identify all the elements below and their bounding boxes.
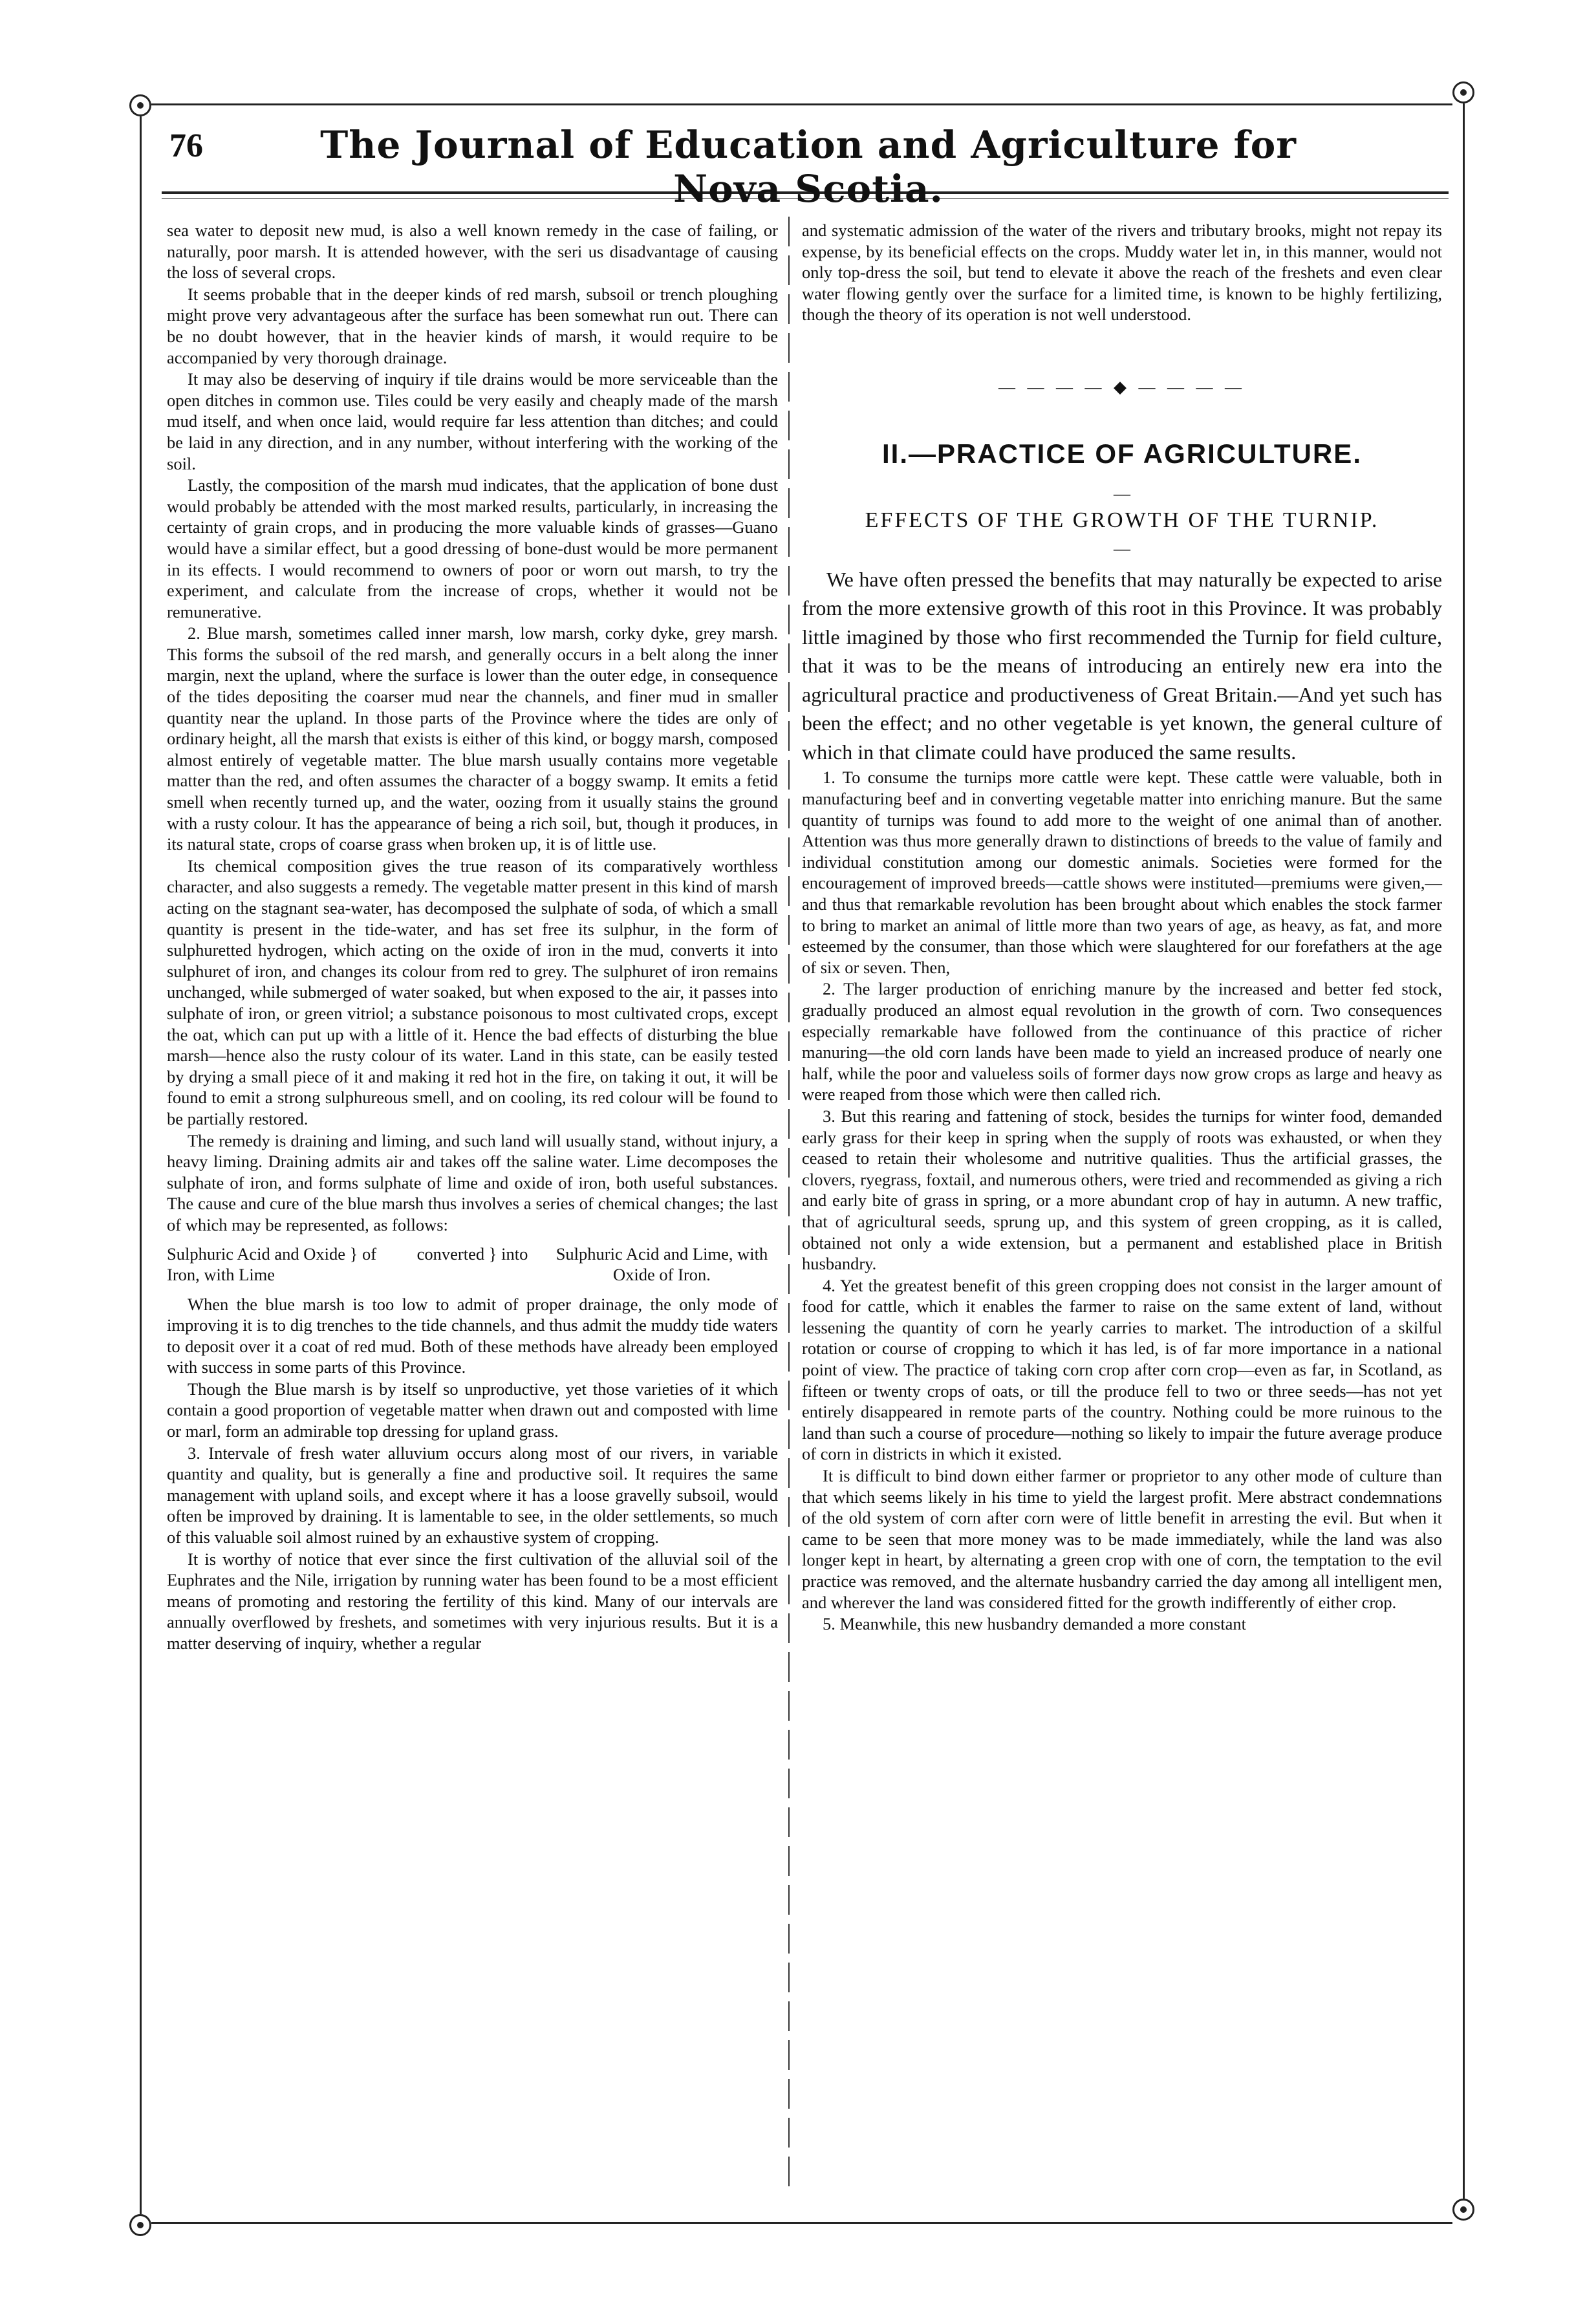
heading-dash: — (1114, 484, 1130, 504)
left-border-rule (140, 116, 142, 2214)
paragraph: Its chemical composition gives the true reason of its comparatively worthless character, and also suggests a remedy. The vegetable matter present in this kind of marsh acting on the stagnant sea-water, has decomposed the sulphate of soda, of which a small quantity is present in the tide-water, and has set free its sulphur, in the form of sulphuretted hydrogen, which acting on the oxide of iron in the mud, converts it into sulphuret of iron, and changes its colour from red to grey. The sulphuret of iron remains unchanged, while submerged of water soaked, but when exposed to the air, it passes into sulphate of iron, or green vitriol; a substance poisonous to most cultivated crops, except the oat, which can put up with a little of it. Hence the bad effects of disturbing the blue marsh—hence also the rusty colour of its water. Land in this state, can be easily tested by drying a small piece of it and making it red hot in the fire, on taking it out, it will be found to emit a strong sulphureous smell, and on cooling, its red colour will be found to be partially restored. (167, 856, 778, 1128)
page-number: 76 (169, 127, 203, 164)
right-border-rule (1463, 103, 1465, 2199)
bottom-border-rule (151, 2222, 1452, 2224)
heading-dash: — (1114, 539, 1130, 559)
paragraph: It is difficult to bind down either farmer or proprietor to any other mode of culture than that which seems likely in his time to yield the largest profit. Mere abstract condemnations of the old system of corn after corn were of little benefit in arresting the evil. But when it came to be seen that more money was to be made immediately, while the land was also longer kept in heart, by alternating a green crop with one of corn, the temptation to the evil practice was removed, and the alternate husbandry carried the day among all intelligent men, and wherever the land was considered fitted for the growth indifferently of either crop. (802, 1466, 1442, 1612)
column-divider (788, 217, 790, 2195)
top-border-rule (151, 103, 1452, 105)
right-column (802, 220, 1442, 1635)
paragraph: It may also be deserving of inquiry if tile drains would be more serviceable than the open ditches in common use. Tiles could be very easily and cheaply made of the marsh mud itself, and when once laid, would require far less attention than ditches; and could be laid in any direction, and in any number, without interfering with the working of the soil. (167, 369, 778, 473)
paragraph: 3. Intervale of fresh water alluvium occurs along most of our rivers, in variable quantity and quality, but is generally a fine and productive soil. It requires the same management with upland soils, and except where it has a loose gravelly subsoil, would often be improved by draining. It is lamentable to see, in the older settlements, so much of this valuable soil almost ruined by an exhaustive system of cropping. (167, 1443, 778, 1547)
paragraph: The remedy is draining and liming, and such land will usually stand, without injury, a heavy liming. Draining admits air and takes off the saline water. Lime decomposes the sulphate of iron, and forms sulphate of lime and oxide of iron, both useful substances. The cause and cure of the blue marsh thus involves a series of chemical changes; the last of which may be represented, as follows: (167, 1130, 778, 1234)
chemical-equation (167, 1244, 778, 1285)
paragraph: It is worthy of notice that ever since the first cultivation of the alluvial soil of the Euphrates and the Nile, irrigation by running water has been found to be a most efficient means of promoting and restoring the fertility of this kind. Many of our intervals are annually overflowed by freshets, and sometimes with very injurious results. But it is a matter deserving of inquiry, whether a regular (167, 1549, 778, 1653)
paragraph: It seems probable that in the deeper kinds of red marsh, subsoil or trench ploughing might prove very advantageous after the surface has been somewhat run out. There can be no doubt however, that in the heavier kinds of marsh, it would require to be accompanied by very thorough drainage. (167, 284, 778, 367)
article-title: EFFECTS OF THE GROWTH OF THE TURNIP. (865, 508, 1379, 532)
section-heading: II.—PRACTICE OF AGRICULTURE. (882, 438, 1362, 469)
paragraph: When the blue marsh is too low to admit of proper drainage, the only mode of improving it is to dig trenches to the tide channels, and thus admit the muddy tide waters to deposit over it a coat of red mud. Both of these methods have already been employed with success in some parts of this Province. (167, 1294, 778, 1377)
paragraph: 2. The larger production of enriching manure by the increased and better fed stock, gradually produced an almost equal revolution in the growth of corn. Two consequences especially remarkable have followed from the continuance of this practice of richer manuring—the old corn lands have been made to yield an increased produce of nearly one half, while the poor and valueless soils of former days now grow crops as large and heavy as were reaped from those which were then called rich. (802, 979, 1442, 1104)
section-separator-ornament: — — — — ◆ — — — — (998, 377, 1246, 396)
running-title: The Journal of Education and Agriculture for Nova Scotia. (320, 123, 1297, 211)
equation-left: Sulphuric Acid and Oxide } of Iron, with Lime (167, 1244, 377, 1284)
paragraph: Though the Blue marsh is by itself so unproductive, yet those varieties of it which contain a good proportion of vegetable matter when drawn out and composted with lime or marl, form an admirable top dressing for upland grass. (167, 1379, 778, 1441)
paragraph: 1. To consume the turnips more cattle were kept. These cattle were valuable, both in manufacturing beef and in converting vegetable matter into enriching manure. But the same quantity of turnips was found to add more to the weight of one animal than of another. Attention was thus more generally drawn to distinctions of breeds to the value of family and individual constitution among our domestic animals. Societies were formed for the encouragement of improved breeds—cattle shows were instituted—premiums were given,—and thus that remarkable revolution has been brought about which enables the stock farmer to bring to market an animal of little more than two years of age, as heavy, as fat, and more esteemed by the consumer, than those which were slaughtered for our forefathers at the age of six or seven. Then, (802, 768, 1442, 977)
equation-middle: converted } into (416, 1244, 528, 1264)
equation-right: Sulphuric Acid and Lime, with Oxide of Iron. (555, 1244, 768, 1284)
paragraph: 5. Meanwhile, this new husbandry demanded a more constant (823, 1614, 1246, 1634)
corner-ornament-icon (1452, 2199, 1474, 2221)
paragraph: and systematic admission of the water of the rivers and tributary brooks, might not repay its expense, by its beneficial effects on the crops. Muddy water let in, in this manner, would not only top-dress the soil, but tend to elevate it above the reach of the freshets and even clear water flowing gently over the surface for a limited time, is known to be highly fertilizing, though the theory of its operation is not well understood. (802, 221, 1442, 325)
paragraph: 4. Yet the greatest benefit of this green cropping does not consist in the larger amount of food for cattle, which it enables the farmer to raise on the same extent of land, without lessening the quantity of corn he yearly carries to market. The introduction of a skilful rotation or course of cropping to which it has led, is of far more importance in a national point of view. The practice of taking corn crop after corn crop—even as far, in Scotland, as fifteen or twenty crops of oats, or till the produce fell to two or three seeds—has not yet entirely disappeared in remote parts of the country. Nothing could be more ruinous to the land than such a course of procedure—nothing so likely to impair the future average produce of corn in districts in which it existed. (802, 1275, 1442, 1464)
paragraph: 3. But this rearing and fattening of stock, besides the turnips for winter food, demanded early grass for their keep in spring when the supply of roots was exhausted, or when they ceased to retain their wholesome and nutritive qualities. Thus the artificial grasses, the clovers, ryegrass, foxtail, and numerous others, were tried and recommended as giving a rich and early bite of grass in spring, or a more abundant crop of hay in autumn. A new traffic, that of agricultural seeds, sprung up, and this system of green cropping, as it is called, obtained not only a wide extension, but a permanent and established place in British husbandry. (802, 1106, 1442, 1274)
corner-ornament-icon (1452, 81, 1474, 103)
paragraph: Lastly, the composition of the marsh mud indicates, that the application of bone dust would probably be attended with the most marked results, particularly, in increasing the certainty of grain crops, and in producing the more valuable kinds of grasses—Guano would have a similar effect, but a good dressing of bone-dust would be more permanent in its effects. I would recommend to owners of poor or worn out marsh, to try the experiment, and calculate from the increase of crops, whether it would not be remunerative. (167, 475, 778, 621)
paragraph: 2. Blue marsh, sometimes called inner marsh, low marsh, corky dyke, grey marsh. This forms the subsoil of the red marsh, and generally occurs in a belt along the inner margin, next the upland, where the surface is lower than the outer edge, in consequence of the tides depositing the coarser mud near the channels, and finer mud in smaller quantity near the upland. In those parts of the Province where the tides are only of ordinary height, all the marsh that exists is either of this kind, or boggy marsh, composed almost entirely of vegetable matter. The blue marsh usually contains more vegetable matter than the red, and often assumes the character of a boggy swamp. It emits a fetid smell when recently turned up, and the water, oozing from it usually stains the ground with a rusty colour. It has the appearance of being a rich soil, but, though it produces, in its natural state, crops of coarse grass when broken up, it is of little use. (167, 623, 778, 854)
corner-ornament-icon (129, 94, 151, 116)
left-column (167, 220, 778, 1655)
corner-ornament-icon (129, 2214, 151, 2236)
lead-paragraph: We have often pressed the benefits that may naturally be expected to arise from the more extensive growth of this root in this Province. It was probably little imagined by those who first recommended the Turnip for field culture, that it was to be the means of introducing an entirely new era into the agricultural practice and productiveness of Great Britain.—And yet such has been the effect; and no other vegetable is yet known, the general culture of which in that climate could have produced the same results. (802, 567, 1442, 764)
paragraph: sea water to deposit new mud, is also a well known remedy in the case of failing, or naturally, poor marsh. It is attended however, with the seri us disadvantage of causing the loss of several crops. (167, 221, 778, 283)
